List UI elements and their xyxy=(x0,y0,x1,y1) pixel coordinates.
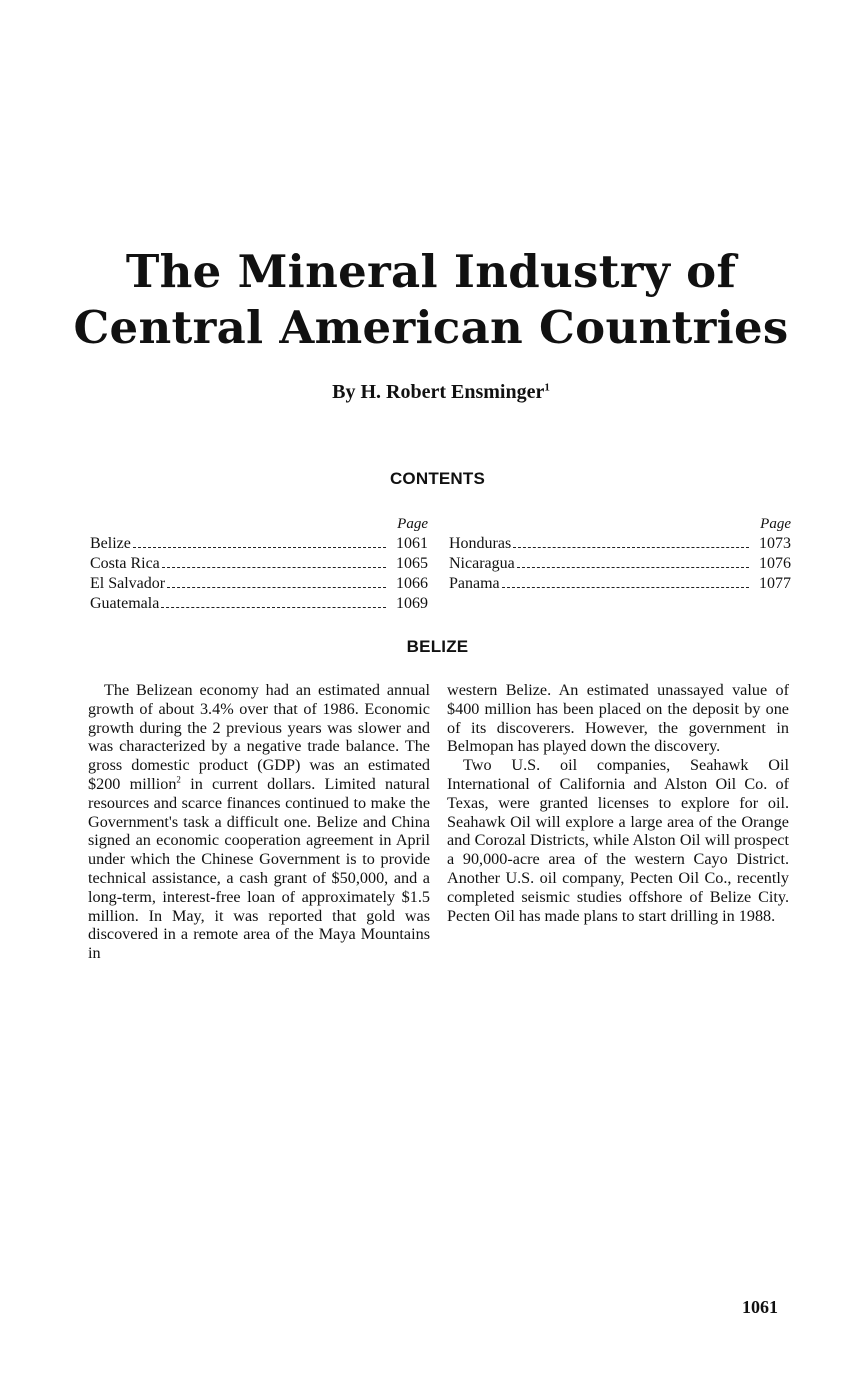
toc-page: 1073 xyxy=(759,535,791,552)
toc-leader xyxy=(133,546,386,548)
toc-entry[interactable] xyxy=(90,554,428,574)
toc-leader xyxy=(513,546,749,548)
toc-entry[interactable] xyxy=(449,534,791,554)
toc-label: Honduras xyxy=(449,535,512,552)
toc-entry[interactable] xyxy=(90,534,428,554)
toc-label: Guatemala xyxy=(90,595,160,612)
paragraph-text: The Belizean economy had an estimated annual growth of about 3.4% over that of 1986. Economic growth during the 2 previous years was slower and was characterized by a negative trade balance. The gross domestic product (GDP) was an estimated $200 million xyxy=(88,681,430,793)
toc-page: 1066 xyxy=(396,575,428,592)
toc-label: Panama xyxy=(449,575,500,592)
footnote-mark: 2 xyxy=(176,774,181,785)
toc-page: 1077 xyxy=(759,575,791,592)
toc-page-header: Page xyxy=(760,516,791,532)
body-column-right xyxy=(447,681,789,925)
author-footnote-mark: 1 xyxy=(544,381,550,394)
toc-leader xyxy=(517,566,749,568)
paragraph: western Belize. An estimated unassayed value of $400 million has been placed on the deposit by one of its discoverers. However, the government in Belmopan has played down the discovery. xyxy=(447,681,789,756)
toc-left-column xyxy=(90,514,428,614)
toc-label: Belize xyxy=(90,535,131,552)
page-number: 1061 xyxy=(742,1297,778,1317)
toc-leader xyxy=(167,586,386,588)
toc-entry[interactable] xyxy=(90,574,428,594)
paragraph xyxy=(88,681,430,963)
contents-heading: CONTENTS xyxy=(389,469,486,488)
toc-leader xyxy=(161,606,386,608)
body-column-left xyxy=(88,681,430,963)
toc-label: El Salvador xyxy=(90,575,166,592)
toc-label: Costa Rica xyxy=(90,555,160,572)
toc-page-header: Page xyxy=(397,516,428,532)
toc-page: 1061 xyxy=(396,535,428,552)
author: By H. Robert Ensminger xyxy=(332,381,545,403)
title-line-1: The Mineral Industry of xyxy=(125,245,737,298)
paragraph-text: in current dollars. Limited natural resources and scarce finances continued to make the Government's task a difficult one. Belize and China signed an economic cooperation agreement in April under which the Chinese Government is to provide technical assistance, a cash grant of $50,000, and a long-term, interest-free loan of approximately $1.5 million. In May, it was reported that gold was discovered in a remote area of the Maya Mountains in xyxy=(88,774,430,963)
paragraph: Two U.S. oil companies, Seahawk Oil International of California and Alston Oil Co. of Texas, were granted licenses to explore for oil. Seahawk Oil will explore a large area of the Orange and Corozal Districts, while Alston Oil will prospect a 90,000-acre area of the western Cayo District. Another U.S. oil company, Pecten Oil Co., recently completed seismic studies offshore of Belize City. Pecten Oil has made plans to start drilling in 1988. xyxy=(447,756,789,925)
toc-entry[interactable] xyxy=(449,574,791,594)
title-line-2: Central American Countries xyxy=(73,301,789,354)
toc-leader xyxy=(162,566,386,568)
toc-label: Nicaragua xyxy=(449,555,515,572)
byline xyxy=(0,381,862,404)
toc-right-column xyxy=(449,514,791,594)
belize-heading: BELIZE xyxy=(406,637,469,656)
toc-leader xyxy=(502,586,749,588)
toc-entry[interactable] xyxy=(90,594,428,614)
toc-page: 1069 xyxy=(396,595,428,612)
page-title xyxy=(0,244,862,356)
toc-page: 1076 xyxy=(759,555,791,572)
toc-entry[interactable] xyxy=(449,554,791,574)
toc-page: 1065 xyxy=(396,555,428,572)
